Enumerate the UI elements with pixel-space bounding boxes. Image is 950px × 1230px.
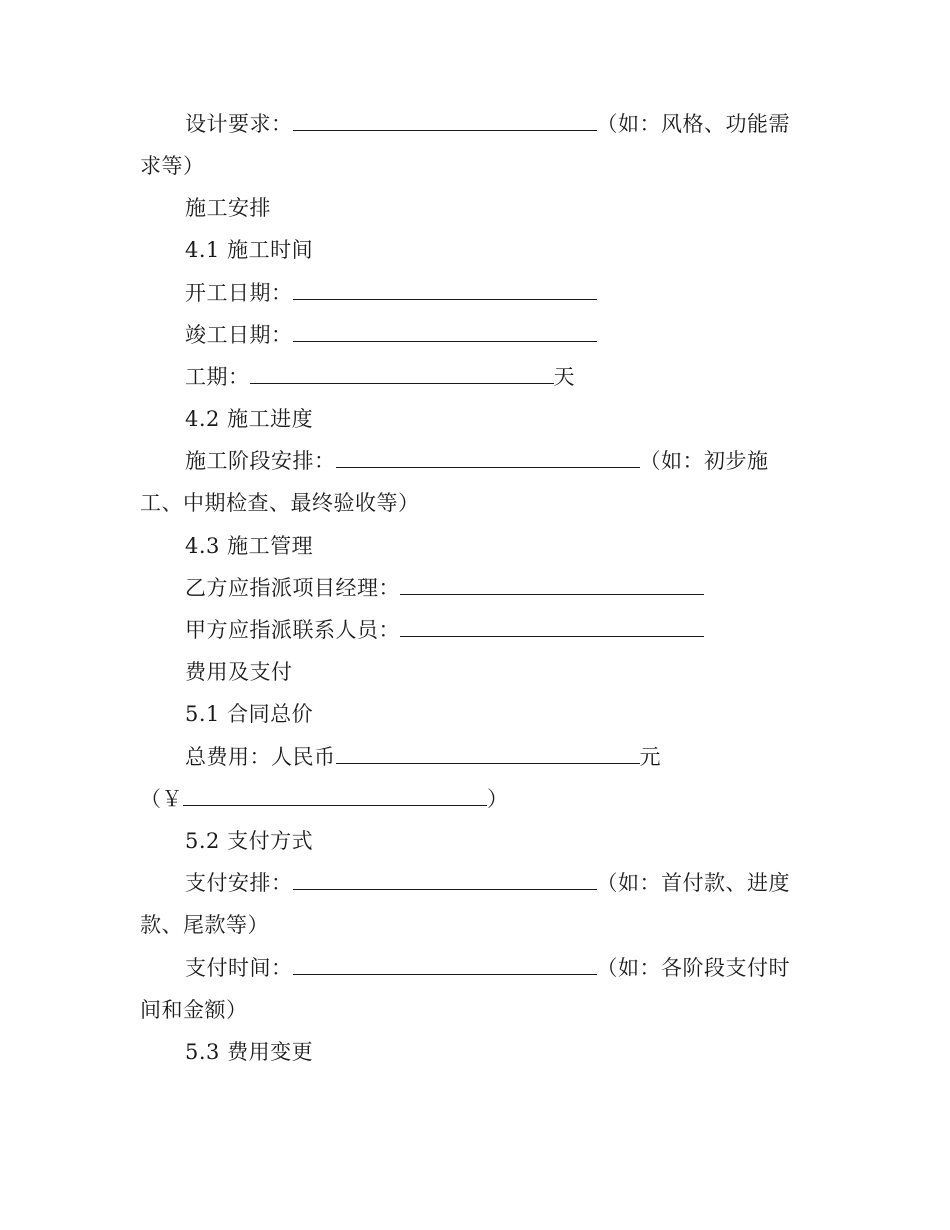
completion-date-line [185, 322, 597, 348]
project-manager-label: 乙方应指派项目经理： [185, 576, 400, 600]
payment-arrangement-line [185, 870, 790, 896]
contact-person-label: 甲方应指派联系人员： [185, 618, 400, 642]
design-requirements-note-text: 求等） [140, 154, 205, 178]
start-date-label: 开工日期： [185, 281, 293, 305]
design-requirements-line [185, 111, 790, 137]
total-fee-unit: 元 [639, 745, 661, 769]
payment-time-label: 支付时间： [185, 956, 293, 980]
stage-arrangement-label: 施工阶段安排： [185, 449, 336, 473]
project-manager-blank[interactable] [400, 576, 704, 595]
payment-time-line [185, 955, 790, 981]
duration-blank[interactable] [250, 365, 554, 384]
payment-arrangement-note-cont [140, 912, 269, 938]
start-date-line [185, 280, 597, 306]
total-fee-line [185, 744, 661, 770]
stage-arrangement-note: （如：初步施 [639, 449, 769, 473]
subheading-4-2 [185, 406, 313, 432]
completion-date-blank[interactable] [293, 323, 597, 342]
total-fee-figure-blank[interactable] [183, 787, 487, 806]
subheading-4-3-text: 4.3 施工管理 [185, 534, 314, 558]
payment-time-note-text: 间和金额） [140, 998, 248, 1022]
section-heading-fees [185, 659, 293, 685]
subheading-4-1 [185, 237, 313, 263]
subheading-5-2-text: 5.2 支付方式 [185, 829, 314, 853]
stage-arrangement-note-cont [140, 490, 420, 516]
section-heading-construction [185, 195, 271, 221]
payment-arrangement-note-text: 款、尾款等） [140, 913, 269, 937]
stage-arrangement-note-text: 工、中期检查、最终验收等） [140, 491, 420, 515]
duration-line [185, 364, 575, 390]
contact-person-blank[interactable] [400, 618, 704, 637]
duration-label: 工期： [185, 365, 250, 389]
duration-unit: 天 [553, 365, 575, 389]
total-fee-blank[interactable] [336, 745, 640, 764]
design-requirements-note: （如：风格、功能需 [596, 112, 790, 136]
section-heading-construction-text: 施工安排 [185, 196, 271, 220]
subheading-5-1 [185, 701, 313, 727]
payment-arrangement-label: 支付安排： [185, 871, 293, 895]
contact-person-line [185, 617, 704, 643]
payment-time-note: （如：各阶段支付时 [596, 956, 790, 980]
completion-date-label: 竣工日期： [185, 323, 293, 347]
total-fee-figure-line [140, 786, 509, 812]
stage-arrangement-line [185, 448, 769, 474]
section-heading-fees-text: 费用及支付 [185, 660, 293, 684]
subheading-5-2 [185, 828, 313, 854]
subheading-5-1-text: 5.1 合同总价 [185, 702, 314, 726]
payment-arrangement-blank[interactable] [293, 871, 597, 890]
total-fee-figure-prefix: （￥ [140, 787, 183, 811]
total-fee-figure-suffix: ） [487, 787, 509, 811]
payment-time-note-cont [140, 997, 248, 1023]
subheading-4-2-text: 4.2 施工进度 [185, 407, 314, 431]
subheading-5-3 [185, 1039, 313, 1065]
design-requirements-note-cont [140, 153, 205, 179]
subheading-5-3-text: 5.3 费用变更 [185, 1040, 314, 1064]
stage-arrangement-blank[interactable] [336, 449, 640, 468]
subheading-4-1-text: 4.1 施工时间 [185, 238, 314, 262]
project-manager-line [185, 575, 704, 601]
design-requirements-label: 设计要求： [185, 112, 293, 136]
payment-arrangement-note: （如：首付款、进度 [596, 871, 790, 895]
total-fee-label: 总费用：人民币 [185, 745, 336, 769]
payment-time-blank[interactable] [293, 956, 597, 975]
subheading-4-3 [185, 533, 313, 559]
design-requirements-blank[interactable] [293, 112, 597, 131]
start-date-blank[interactable] [293, 281, 597, 300]
